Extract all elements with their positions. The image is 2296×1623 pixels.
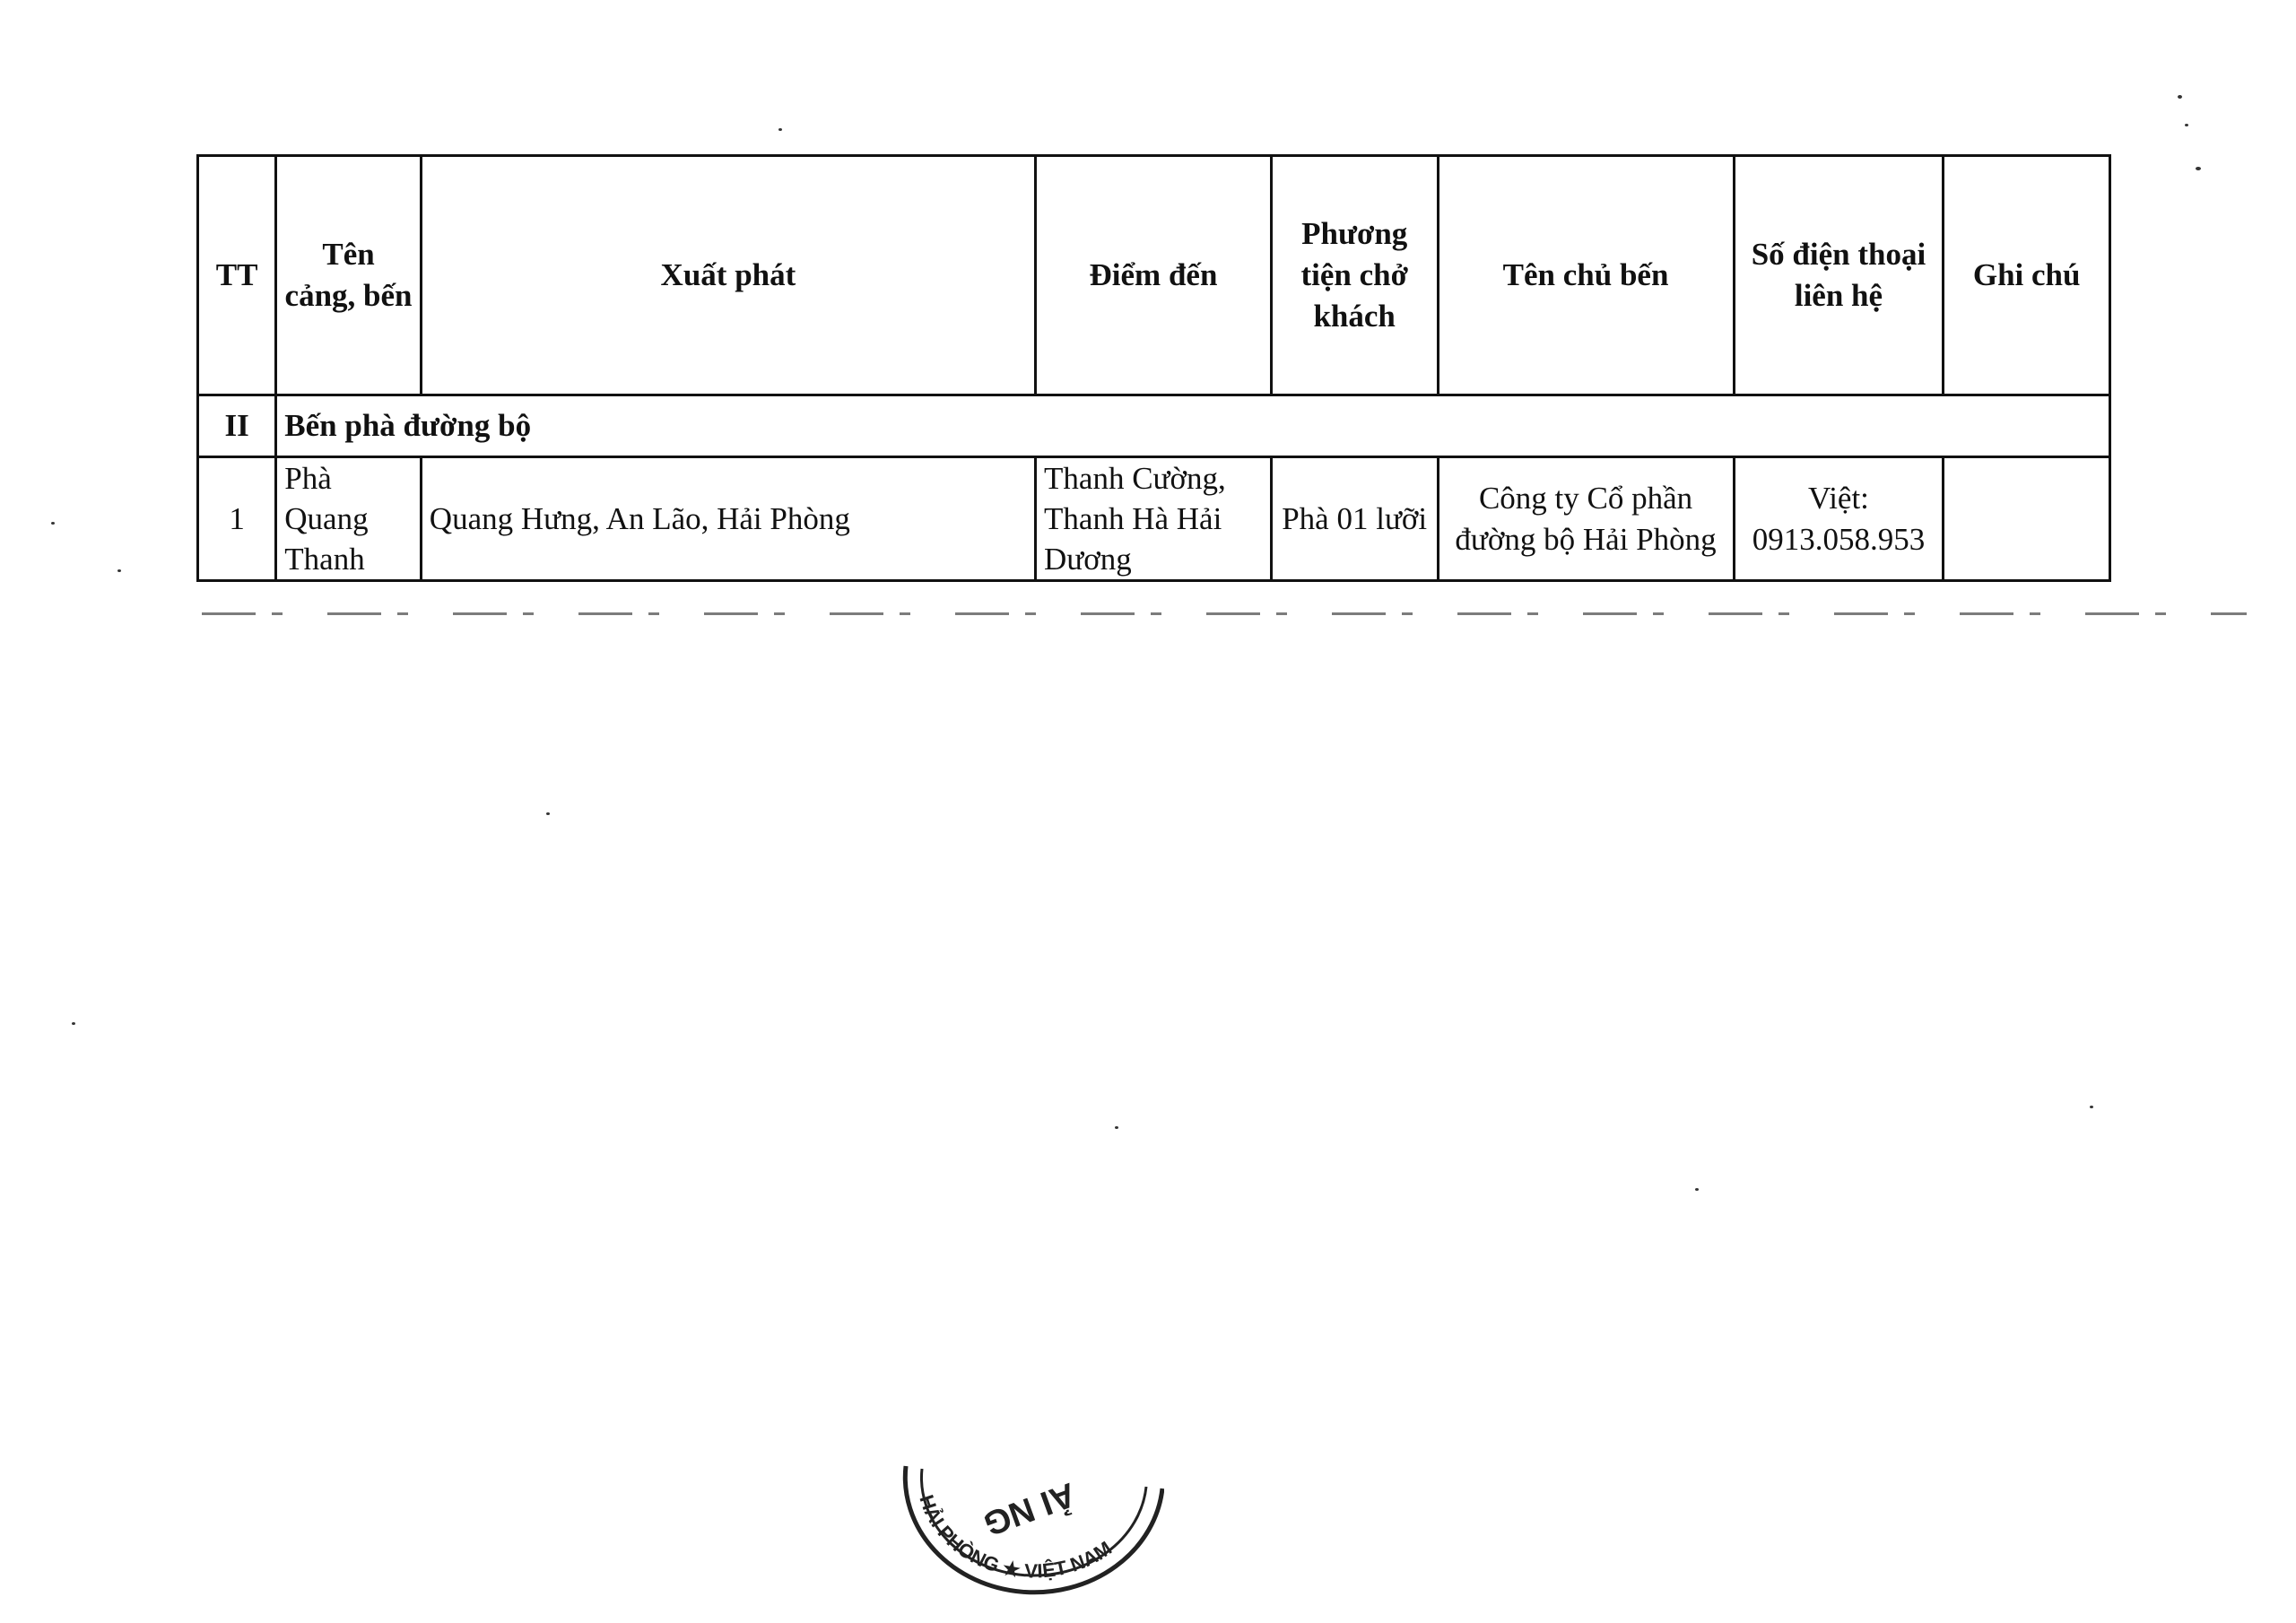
row-phone-line: Việt:	[1808, 480, 1869, 516]
scan-speck	[1695, 1188, 1699, 1191]
scan-speck	[51, 522, 55, 525]
header-note: Ghi chú	[1944, 156, 2110, 395]
scan-speck	[1115, 1126, 1118, 1129]
scan-speck	[2185, 124, 2188, 126]
header-vehicle: Phương tiện chở khách	[1271, 156, 1438, 395]
table-row	[198, 457, 2110, 581]
row-vehicle: Phà 01 lưỡi	[1271, 457, 1438, 581]
section-number: II	[198, 395, 276, 457]
section-title: Bến phà đường bộ	[276, 395, 2110, 457]
scan-artifact-line	[202, 612, 2247, 615]
row-port-name-line: Thanh	[284, 542, 365, 577]
row-port-name	[276, 457, 422, 581]
row-destination	[1036, 457, 1272, 581]
row-owner-line: đường bộ Hải Phòng	[1455, 521, 1717, 557]
row-owner-line: Công ty Cổ phần	[1478, 480, 1693, 516]
header-port-name: Tên cảng, bến	[276, 156, 422, 395]
seal-outer-text: HẢI PHÒNG ★ VIỆT NAM	[915, 1492, 1117, 1583]
row-tt: 1	[198, 457, 276, 581]
row-destination-line: Thanh Hà Hải	[1044, 501, 1222, 536]
table-header-row	[198, 156, 2110, 395]
scan-speck	[2196, 167, 2201, 170]
header-departure: Xuất phát	[421, 156, 1035, 395]
row-phone-line: 0913.058.953	[1752, 521, 1926, 557]
ferry-port-table	[196, 154, 2111, 582]
seal-inner-text: ẢI NG	[978, 1474, 1081, 1543]
scan-speck	[778, 128, 782, 131]
row-departure: Quang Hưng, An Lão, Hải Phòng	[421, 457, 1035, 581]
row-port-name-line: Phà	[284, 461, 332, 496]
row-phone	[1734, 457, 1944, 581]
header-destination: Điểm đến	[1036, 156, 1272, 395]
row-port-name-line: Quang	[284, 501, 369, 536]
header-owner: Tên chủ bến	[1438, 156, 1734, 395]
scan-speck	[117, 569, 121, 572]
official-seal	[895, 1453, 1164, 1605]
row-note	[1944, 457, 2110, 581]
scan-speck	[546, 812, 550, 815]
row-destination-line: Thanh Cường,	[1044, 461, 1226, 496]
header-tt: TT	[198, 156, 276, 395]
scan-speck	[72, 1022, 75, 1025]
row-owner	[1438, 457, 1734, 581]
scan-speck	[2090, 1106, 2093, 1108]
header-phone: Số điện thoại liên hệ	[1734, 156, 1944, 395]
section-row	[198, 395, 2110, 457]
row-destination-line: Dương	[1044, 542, 1132, 577]
scan-speck	[2178, 95, 2182, 99]
